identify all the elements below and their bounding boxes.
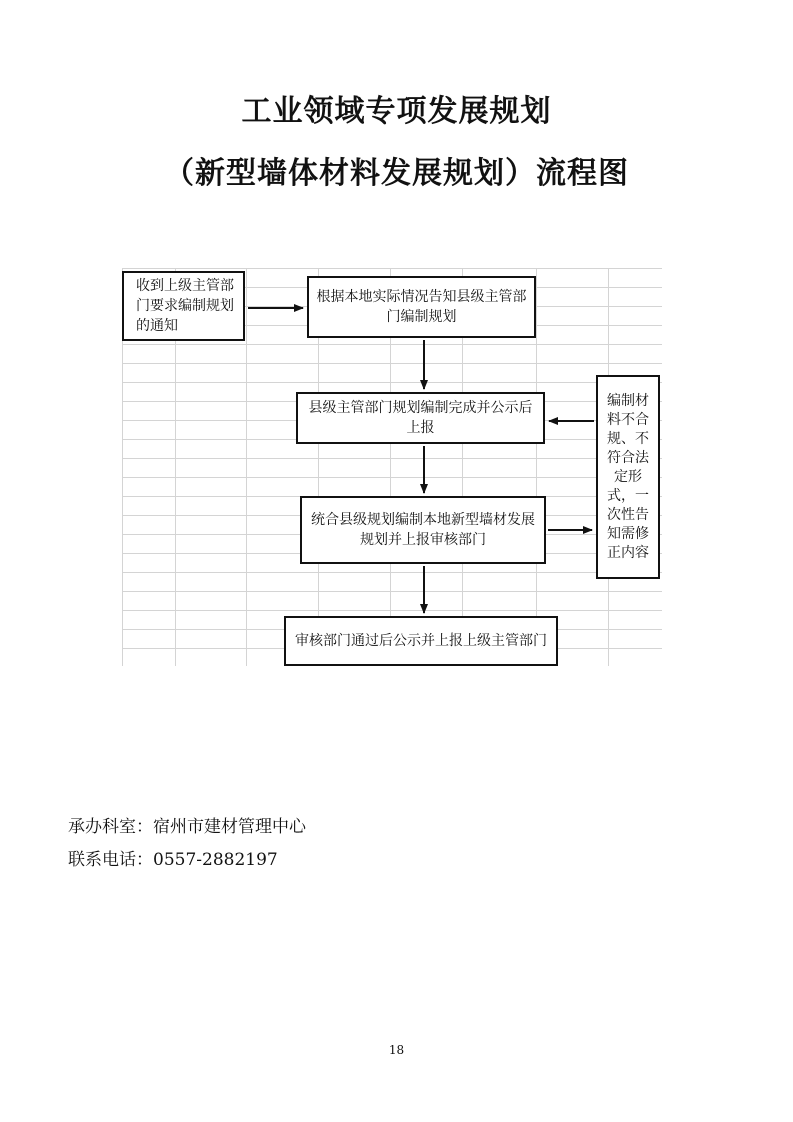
node-revision-notice <box>596 375 660 579</box>
page-number: 18 <box>388 1043 405 1057</box>
node-receive-notice-label: 收到上级主管部门要求编制规划的通知 <box>136 278 234 334</box>
node-county-plan-report-label: 县级主管部门规划编制完成并公示后上报 <box>308 400 533 436</box>
node-approve-publish-label: 审核部门通过后公示并上报上级主管部门 <box>295 633 547 649</box>
node-approve-publish <box>284 616 558 666</box>
node-inform-county <box>307 276 536 338</box>
node-inform-county-label: 根据本地实际情况告知县级主管部门编制规划 <box>316 289 527 325</box>
node-receive-notice <box>122 271 245 341</box>
node-integrate-plan <box>300 496 546 564</box>
page-subtitle: （新型墙体材料发展规划）流程图 <box>164 156 629 191</box>
contact-phone: 联系电话：0557-2882197 <box>68 850 278 870</box>
node-county-plan-report <box>296 392 545 444</box>
node-integrate-plan-label: 统合县级规划编制本地新型墙材发展规划并上报审核部门 <box>311 512 535 548</box>
page-title: 工业领域专项发展规划 <box>241 94 552 129</box>
office-info: 承办科室：宿州市建材管理中心 <box>68 817 306 837</box>
node-revision-notice-label: 编制材料不合规、不符合法定形式，一次性告知需修正内容 <box>607 392 649 561</box>
